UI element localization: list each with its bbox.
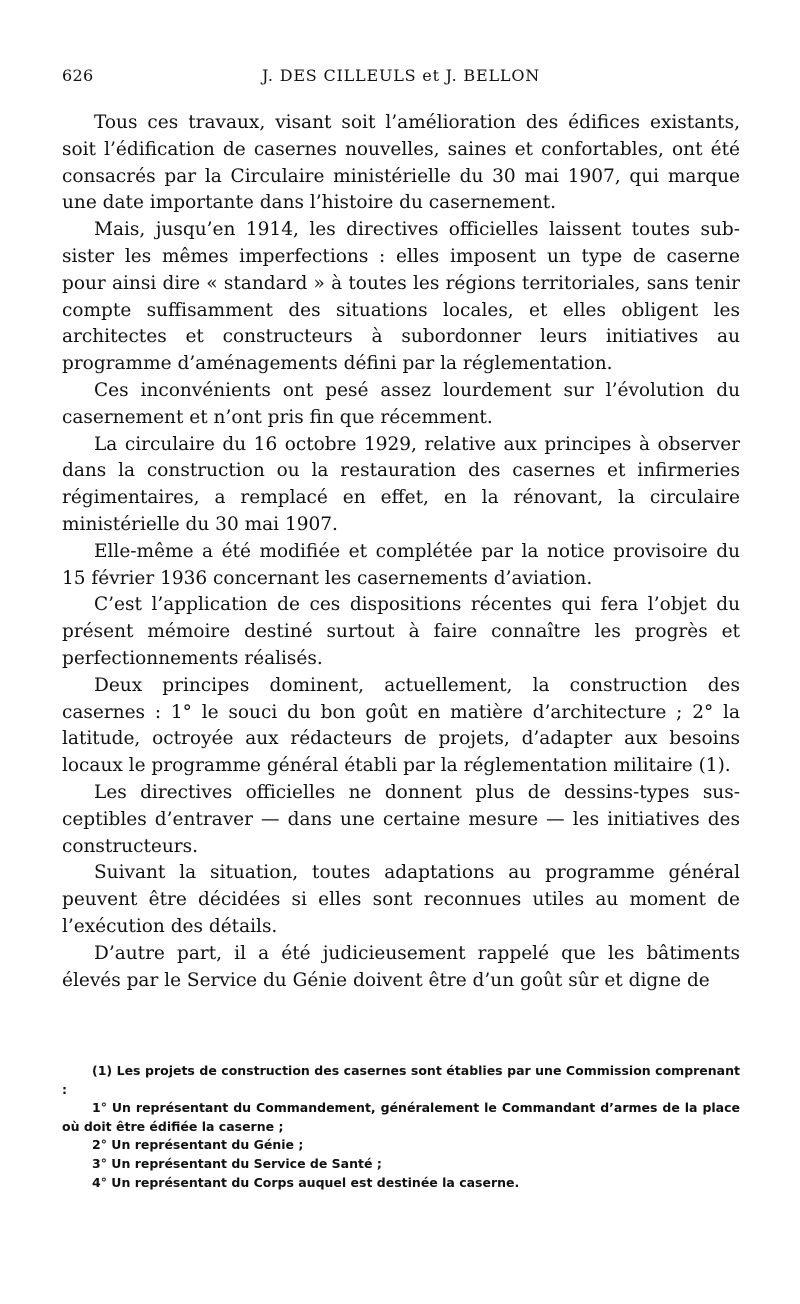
footnote: 1° Un représentant du Commandement, généralement le Commandant d’armes de la place où doit être édifiée la caserne ;: [62, 1100, 740, 1134]
body-text: [62, 110, 740, 994]
page-number: 626: [62, 66, 94, 85]
paragraph: D’autre part, il a été judicieusement rappelé que les bâtiments élevés par le Service du Génie doivent être d’un goût sûr et digne de: [62, 942, 740, 991]
paragraph: Les directives officielles ne donnent plus de dessins-types susceptibles d’entraver — dans une certaine mesure — les initiatives des constructeurs.: [62, 781, 740, 857]
paragraph: C’est l’application de ces dispositions récentes qui fera l’objet du présent mémoire destiné surtout à faire connaître les progrès et perfectionnements réalisés.: [62, 594, 740, 669]
footnote: 4° Un représentant du Corps auquel est destinée la caserne.: [92, 1174, 520, 1190]
paragraph: Mais, jusqu’en 1914, les directives officielles laissent toutes subsister les mêmes imperfections : elles imposent un type de caserne pour ainsi dire « standard » à toutes les régions territoriales, sans tenir compte suffisamment des situations locales, et elles obligent les architectes et constructeurs à subordonner leurs initiatives au programme d’aménagements défini par la réglementation.: [62, 219, 740, 375]
paragraph: Ces inconvénients ont pesé assez lourdement sur l’évolution du casernement et n’ont pris fin que récemment.: [62, 379, 740, 428]
running-header: [62, 66, 740, 90]
paragraph: Elle-même a été modifiée et complétée par la notice provisoire du 15 février 1936 concernant les casernements d’aviation.: [62, 540, 740, 589]
paragraph: Suivant la situation, toutes adaptations au programme général peuvent être décidées si elles sont reconnues utiles au moment de l’exécution des détails.: [62, 862, 740, 937]
footnote: (1) Les projets de construction des casernes sont établies par une Commission comprenant :: [62, 1063, 740, 1097]
footnotes: [62, 1062, 740, 1192]
paragraph: Deux principes dominent, actuellement, la construction des casernes : 1° le souci du bon goût en matière d’architecture ; 2° la latitude, octroyée aux rédacteurs de projets, d’adapter aux besoins locaux le programme général établi par la réglementation militaire (1).: [62, 674, 740, 777]
paragraph: La circulaire du 16 octobre 1929, relative aux principes à observer dans la construction ou la restauration des casernes et infirmeries régimentaires, a remplacé en effet, en la rénovant, la circulaire ministérielle du 30 mai 1907.: [62, 433, 740, 535]
footnote: 2° Un représentant du Génie ;: [92, 1137, 304, 1153]
running-title: J. DES CILLEULS et J. BELLON: [261, 66, 541, 85]
paragraph: Tous ces travaux, visant soit l’amélioration des édifices existants, soit l’édification de casernes nouvelles, saines et confortables, ont été consacrés par la Circulaire ministérielle du 30 mai 1907, qui marque une date importante dans l’histoire du casernement.: [62, 112, 740, 214]
footnote: 3° Un représentant du Service de Santé ;: [92, 1155, 382, 1171]
